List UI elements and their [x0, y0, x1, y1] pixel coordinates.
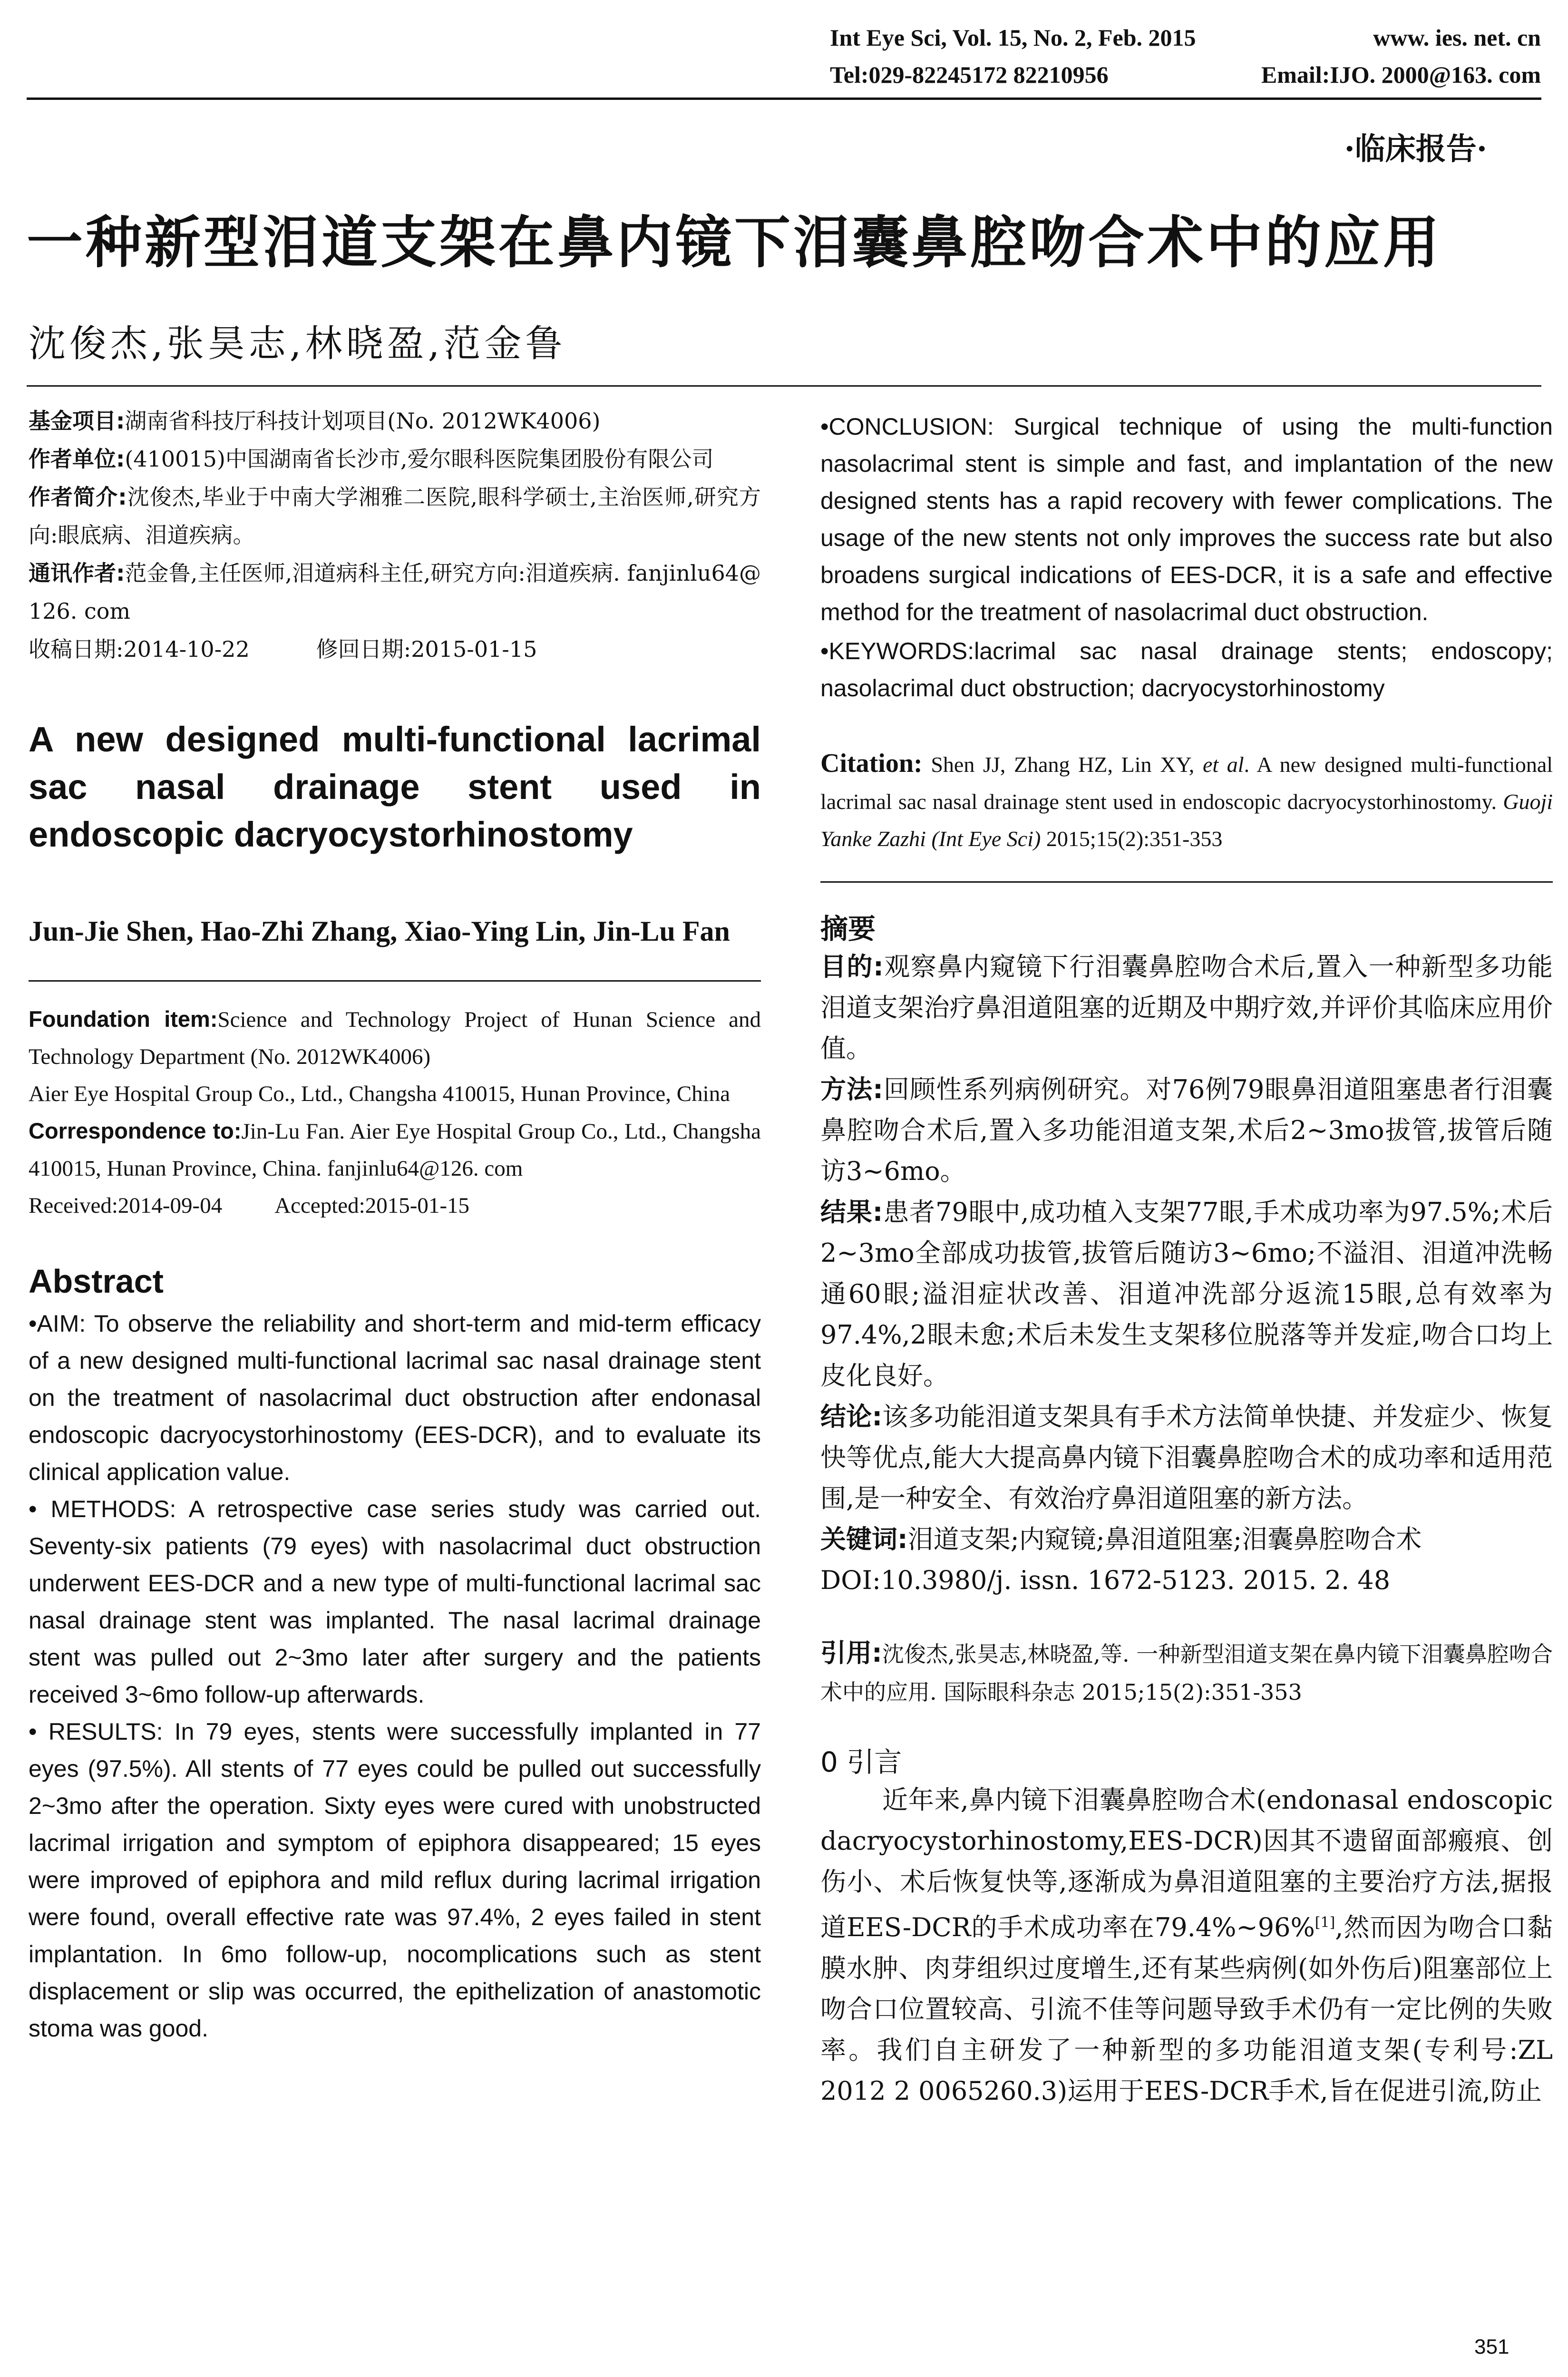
journal-header: [830, 24, 1541, 57]
cn-bio: 沈俊杰,毕业于中南大学湘雅二医院,眼科学硕士,主治医师,研究方向:眼底病、泪道疾病。: [29, 484, 761, 548]
cn-title: 一种新型泪道支架在鼻内镜下泪囊鼻腔吻合术中的应用: [27, 210, 1442, 275]
abstract-conclusion: •CONCLUSION: Surgical technique of using the multi-function nasolacrimal stent is simple and fast, and implantation of the new designed stents has a rapid recovery with fewer complications. The usage of the new stents not only improves the success rate but also broadens surgical indications of EES-DCR, it is a safe and effective method for the treatment of nasolacrimal duct obstruction.: [820, 413, 1553, 625]
cn-abstract-heading: 摘要: [820, 913, 876, 945]
journal-email: Email:IJO. 2000@163. com: [1261, 61, 1541, 88]
journal-website: www. ies. net. cn: [1373, 24, 1541, 51]
en-citation: Citation: Shen JJ, Zhang HZ, Lin XY, et al. A new designed multi-functional lacrimal sac nasal drainage stent used in endoscopic dacryocystorhinostomy. Guoji Yanke Zazhi (Int Eye Sci) 2015;15(2):351-353: [820, 749, 1553, 851]
abstract-aim: •AIM: To observe the reliability and short-term and mid-term efficacy of a new designed multi-functional lacrimal sac nasal drainage stent on the treatment of nasolacrimal duct obstruction after endonasal endoscopic dacryocystorhinostomy (EES-DCR), and to evaluate its clinical application value.: [29, 1310, 761, 1485]
abstract-results: • RESULTS: In 79 eyes, stents were successfully implanted in 77 eyes (97.5%). All stents of 77 eyes could be pulled out successfully 2~3mo after the operation. Sixty eyes were cured with unobstructed lacrimal irrigation and symptom of epiphora disappeared; 15 eyes were improved of epiphora and mild reflux during lacrimal irrigation were found, overall effective rate was 97.4%, 2 eyes failed in stent implantation. In 6mo follow-up, nocomplications such as stent displacement or slip was occurred, the epithelization of anastomotic stoma was good.: [29, 1718, 761, 2042]
intro-paragraph: 近年来,鼻内镜下泪囊鼻腔吻合术(endonasal endoscopic dacryocystorhinostomy,EES-DCR)因其不遗留面部瘢痕、创伤小、术后恢复快等,逐渐成为鼻泪道阻塞的主要治疗方法,据报道EES-DCR的手术成功率在79.4%~96%[1],然而因为吻合口黏膜水肿、肉芽组织过度增生,还有某些病例(如外伤后)阻塞部位上吻合口位置较高、引流不佳等问题导致手术仍有一定比例的失败率。我们自主研发了一种新型的多功能泪道支架(专利号:ZL 2012 2 0065260.3)运用于EES-DCR手术,旨在促进引流,防止: [820, 1785, 1553, 2106]
intro-heading: 0 引言: [820, 1746, 902, 1778]
en-correspondence: Jin-Lu Fan. Aier Eye Hospital Group Co., Ltd., Changsha 410015, Hunan Province, China. fanjinlu64@126. com: [29, 1119, 761, 1181]
title-rule: [27, 385, 1541, 387]
header-rule: [27, 97, 1541, 100]
en-authors: Jun-Jie Shen, Hao-Zhi Zhang, Xiao-Ying Lin, Jin-Lu Fan: [29, 916, 730, 947]
cn-abstract-doi: DOI:10.3980/j. issn. 1672-5123. 2015. 2. 48: [820, 1565, 1391, 1595]
abstract-keywords: •KEYWORDS:lacrimal sac nasal drainage stents; endoscopy; nasolacrimal duct obstruction; dacryocystorhinostomy: [820, 638, 1553, 701]
cn-authors: 沈俊杰,张昊志,林晓盈,范金鲁: [29, 322, 566, 365]
cn-affiliation: (410015)中国湖南省长沙市,爱尔眼科医院集团股份有限公司: [125, 446, 714, 472]
author-rule: [29, 980, 761, 982]
cn-abstract-conclusion: 结论:该多功能泪道支架具有手术方法简单快捷、并发症少、恢复快等优点,能大大提高鼻内镜下泪囊鼻腔吻合术的成功率和适用范围,是一种安全、有效治疗鼻泪道阻塞的新方法。: [820, 1402, 1553, 1513]
abstract-heading: Abstract: [29, 1263, 164, 1300]
journal-contact: [830, 61, 1541, 94]
section-label: ·临床报告·: [1344, 131, 1487, 167]
en-foundation: Science and Technology Project of Hunan Science and Technology Department (No. 2012WK4006): [29, 1007, 761, 1069]
citation-rule: [820, 881, 1553, 883]
journal-tel: Tel:029-82245172 82210956: [830, 61, 1109, 88]
journal-citation: Int Eye Sci, Vol. 15, No. 2, Feb. 2015: [830, 24, 1196, 51]
en-received: Received:2014-09-04: [29, 1193, 223, 1218]
cn-citation: 引用:沈俊杰,张昊志,林晓盈,等. 一种新型泪道支架在鼻内镜下泪囊鼻腔吻合术中的应用. 国际眼科杂志 2015;15(2):351-353: [820, 1638, 1553, 1705]
cn-correspondence: 范金鲁,主任医师,泪道病科主任,研究方向:泪道疾病. fanjinlu64@ 126. com: [29, 560, 761, 624]
left-column: [29, 402, 761, 2047]
cn-received: 收稿日期:2014-10-22: [29, 636, 250, 662]
cn-meta: 基金项目:湖南省科技厅科技计划项目(No. 2012WK4006) 作者单位:(410015)中国湖南省长沙市,爱尔眼科医院集团股份有限公司 作者简介:沈俊杰,毕业于中南大学湘雅二医院,眼科学硕士,主治医师,研究方向:眼底病、泪道疾病。 通讯作者:范金鲁,主任医师,泪道病科主任,研究方向:泪道疾病. fanjinlu64@ 126. com 收稿日期:2014-10-22 修回日期:2015-01-15: [29, 408, 761, 662]
en-accepted: Accepted:2015-01-15: [274, 1193, 470, 1218]
abstract-methods: • METHODS: A retrospective case series study was carried out. Seventy-six patients (79 eyes) with nasolacrimal duct obstruction underwent EES-DCR and a new type of multi-functional lacrimal sac nasal drainage stent was implanted. The nasal lacrimal drainage stent was pulled out 2~3mo later after surgery and the patients received 3~6mo follow-up afterwards.: [29, 1496, 761, 1708]
en-affiliation: Aier Eye Hospital Group Co., Ltd., Changsha 410015, Hunan Province, China: [29, 1081, 730, 1106]
right-column: [820, 408, 1553, 2112]
cn-foundation: 湖南省科技厅科技计划项目(No. 2012WK4006): [125, 408, 601, 434]
reference-marker: [1]: [1315, 1914, 1335, 1931]
cn-abstract-methods: 方法:回顾性系列病例研究。对76例79眼鼻泪道阻塞患者行泪囊鼻腔吻合术后,置入多功能泪道支架,术后2~3mo拔管,拔管后随访3~6mo。: [820, 1074, 1553, 1186]
page-number: 351: [1474, 2335, 1510, 2358]
cn-abstract-keywords: 关键词:泪道支架;内窥镜;鼻泪道阻塞;泪囊鼻腔吻合术: [820, 1524, 1422, 1554]
cn-abstract-results: 结果:患者79眼中,成功植入支架77眼,手术成功率为97.5%;术后2~3mo全部成功拔管,拔管后随访3~6mo;不溢泪、泪道冲洗畅通60眼;溢泪症状改善、泪道冲洗部分返流15眼,总有效率为97.4%,2眼未愈;术后未发生支架移位脱落等并发症,吻合口均上皮化良好。: [820, 1197, 1553, 1391]
cn-abstract-objective: 目的:观察鼻内窥镜下行泪囊鼻腔吻合术后,置入一种新型多功能泪道支架治疗鼻泪道阻塞的近期及中期疗效,并评价其临床应用价值。: [820, 952, 1553, 1063]
en-meta: Foundation item:Science and Technology Project of Hunan Science and Technology Department (No. 2012WK4006) Aier Eye Hospital Group Co., Ltd., Changsha 410015, Hunan Province, China Correspondence to:Jin-Lu Fan. Aier Eye Hospital Group Co., Ltd., Changsha 410015, Hunan Province, China. fanjinlu64@126. com Received:2014-09-04 Accepted:2015-01-15: [29, 1006, 761, 1218]
cn-revised: 修回日期:2015-01-15: [316, 636, 537, 662]
en-title: A new designed multi-functional lacrimal sac nasal drainage stent used in endoscopic dacryocystorhinostomy: [29, 720, 761, 854]
